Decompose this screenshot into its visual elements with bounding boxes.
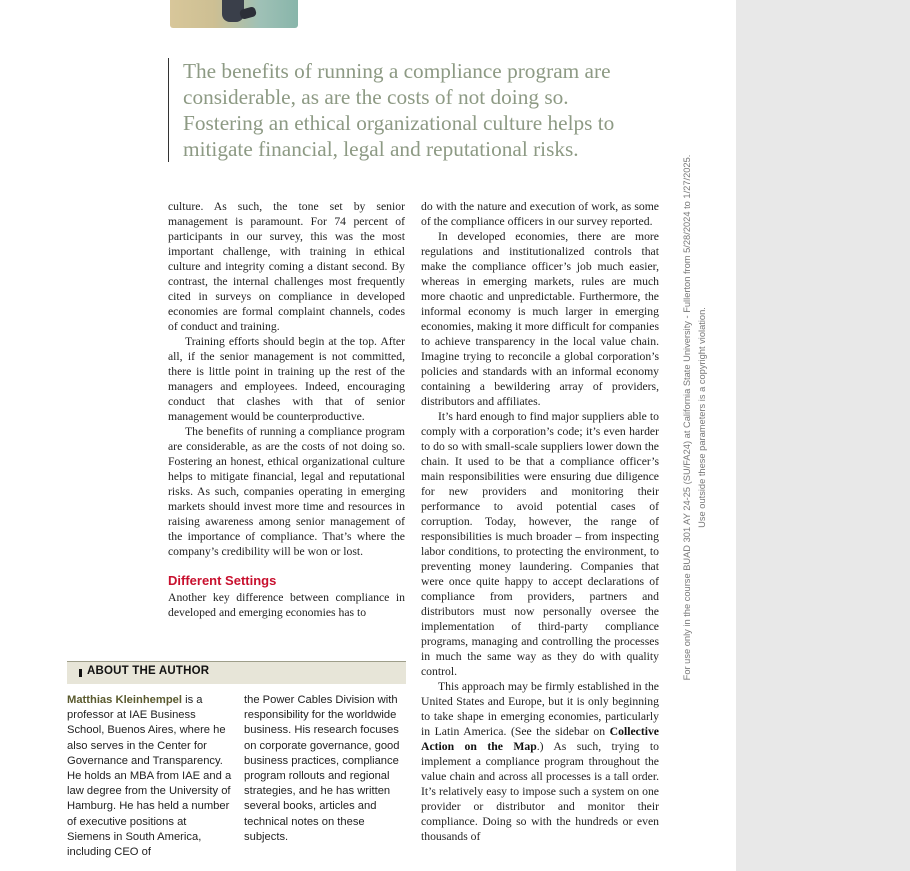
pull-quote <box>168 58 653 162</box>
author-bio-text: the Power Cables Division with responsibility for the worldwide business. His research focuses on corporate governance, good business practices, compliance program rollouts and regional strategies, and he has written several books, articles and technical notes on these subjects. <box>244 694 400 843</box>
paragraph: Another key difference between compliance in developed and emerging economies has to <box>168 591 405 619</box>
paragraph: do with the nature and execution of work, as some of the compliance officers in our survey reported. <box>421 200 659 228</box>
paragraph: culture. As such, the tone set by senior management is paramount. For 74 percent of participants in our survey, this was the most important challenge, with training in ethical culture and integrity coming a distant second. By contrast, the internal challenges most frequently cited in surveys on compliance in developed economies are formal complaint channels, codes of conduct and training. <box>168 200 405 333</box>
paragraph-text: This approach may be firmly established in the United States and Europe, but it is only beginning to take shape in emerging economies, particularly in Latin America. (See the sidebar on <box>421 680 659 738</box>
copyright-notice <box>680 130 712 705</box>
article-column-left <box>168 199 405 620</box>
article-column-right <box>421 199 659 844</box>
author-box-header <box>67 661 406 684</box>
paragraph: In developed economies, there are more regulations and institutionalized controls that make the compliance officer’s job much easier, whereas in emerging markets, rules are much more chaotic and unpredictable. Furthermore, the informal economy is much larger in emerging economies, making it more difficult for companies to achieve transparency in the local value chain. Imagine trying to reconcile a global corporation’s policies and standards with an informal economy containing a bewildering array of providers, distributors and affiliates. <box>421 230 659 408</box>
sidebar-reference: Collective Action on the Map <box>421 725 659 753</box>
copyright-notice-text <box>680 130 710 705</box>
copyright-line: For use only in the course BUAD 301 AY 24-25 (SU/FA24) at California State University - Fullerton from 5/28/2024 to 1/27/2025. <box>682 154 692 681</box>
paragraph: The benefits of running a compliance program are considerable, as are the costs of not doing so. Fostering an honest, ethical organizational culture helps to mitigate financial, legal and reputational risks. As such, companies operating in emerging markets should invest more time and resources in raising awareness among senior management of the importance of compliance. That’s where the company’s credibility will be won or lost. <box>168 425 405 558</box>
paragraph: Training efforts should begin at the top. After all, if the senior management is not committed, there is little point in training up the rest of the managers and employees. Indeed, encouraging conduct that clashes with that of senior management would be counterproductive. <box>168 335 405 423</box>
paragraph: It’s hard enough to find major suppliers able to comply with a corporation’s code; it’s even harder to do so with small-scale suppliers lower down the chain. It used to be that a compliance officer’s main responsibilities were ensuring due diligence for new providers and monitoring their performance to avoid potential cases of corruption. Today, however, the range of responsibilities is much broader – from inspecting labor conditions, to protecting the environment, to preventing money laundering. Companies that were once quite happy to accept declarations of compliance from providers, partners and distributors must now personally oversee the implementation of third-party compliance programs, managing and controlling the processes in much the same way as they do with quality control. <box>421 410 659 678</box>
paragraph-text: .) As such, trying to implement a compliance program throughout the value chain and across all processes is a tall order. It’s relatively easy to impose such a system on one provider or distributor and monitor their compliance. Doing so with the hundreds or even thousands of <box>421 740 659 843</box>
author-bio-column-2 <box>244 693 406 845</box>
viewer-background <box>736 0 910 871</box>
author-bio <box>67 693 233 860</box>
header-marker-icon <box>79 669 82 677</box>
author-name: Matthias Kleinhempel <box>67 694 183 706</box>
paragraph <box>421 679 659 844</box>
author-box-title: ABOUT THE AUTHOR <box>87 665 210 677</box>
article-illustration <box>170 0 298 28</box>
section-heading: Different Settings <box>168 573 277 588</box>
pull-quote-text: The benefits of running a compliance program are considerable, as are the costs of not doing so. Fostering an ethical organizational culture helps to mitigate financial, legal and reputational risks. <box>183 59 615 161</box>
author-bio-text: is a professor at IAE Business School, Buenos Aires, where he also serves in the Center for Governance and Transparency. He holds an MBA from IAE and a law degree from the University of Hamburg. He has held a number of executive positions at Siemens in South America, including CEO of <box>67 694 232 859</box>
author-bio-column-1 <box>67 693 233 860</box>
copyright-line: Use outside these parameters is a copyright violation. <box>697 307 707 528</box>
